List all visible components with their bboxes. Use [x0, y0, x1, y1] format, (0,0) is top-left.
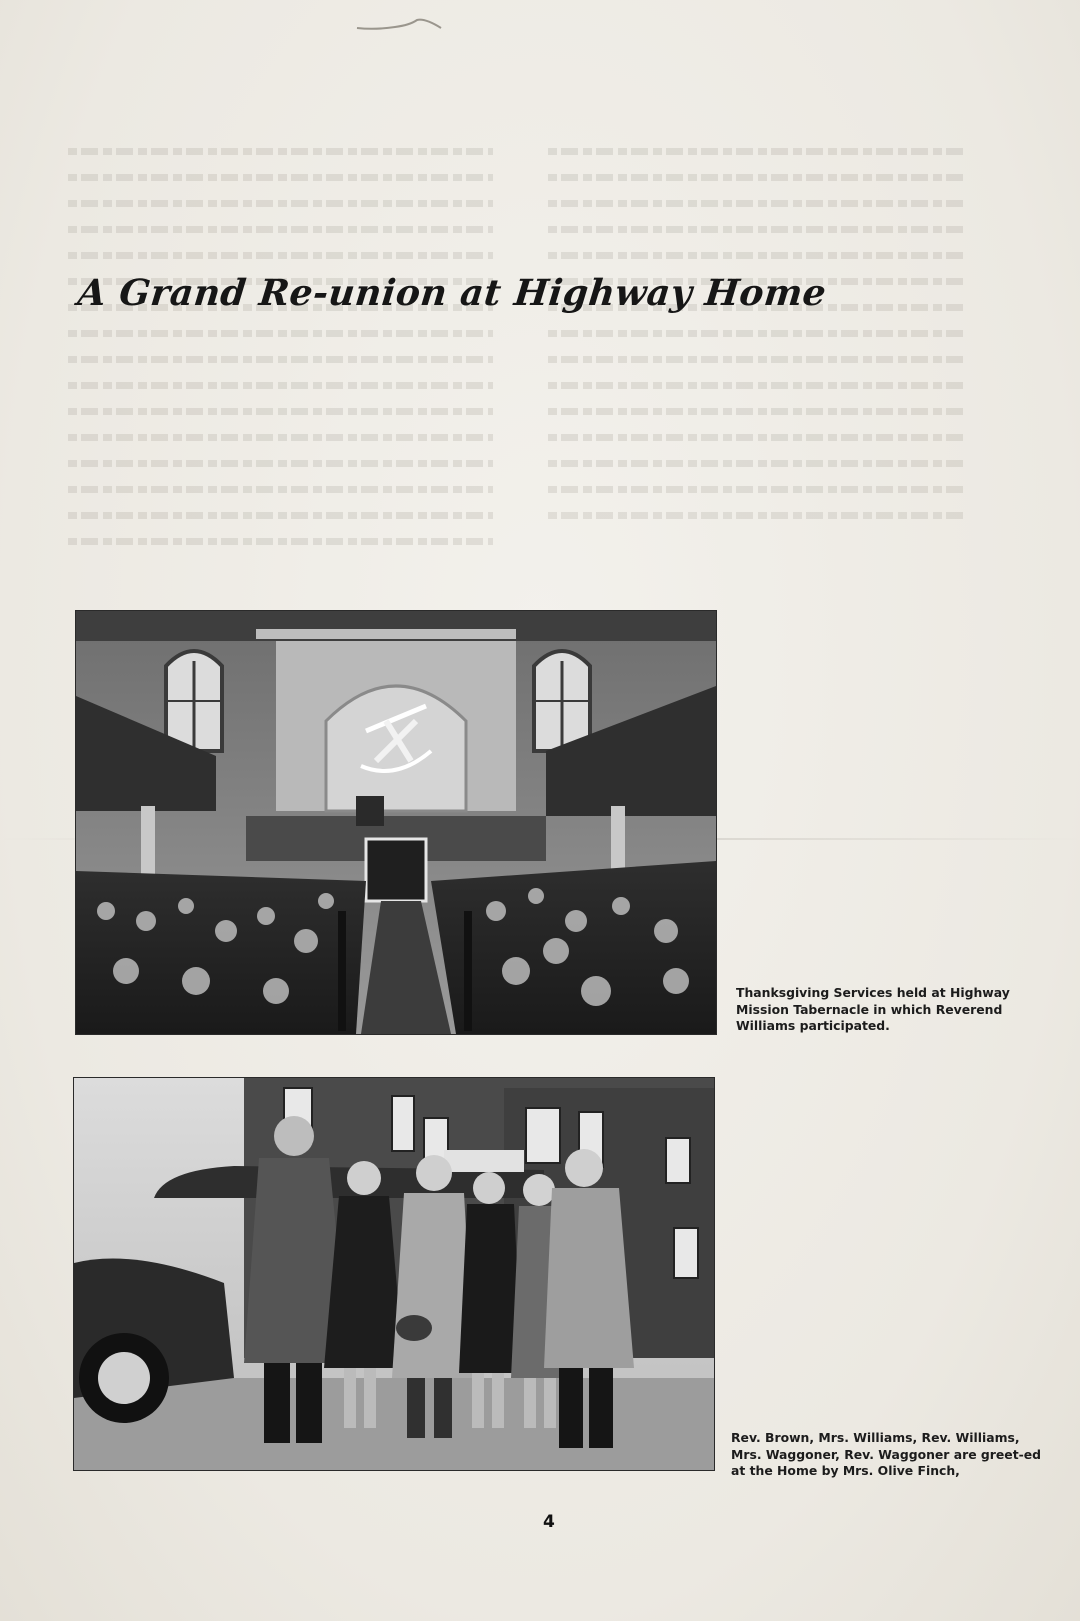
- show-through-left-column: [68, 148, 493, 564]
- figure-caption: Thanksgiving Services held at Highway Mission Tabernacle in which Reverend Williams participated.: [736, 985, 1010, 1033]
- page-number: 4: [543, 1512, 555, 1532]
- article-title: A Grand Re-union at Highway Home: [75, 272, 829, 314]
- staple-mark: [355, 16, 445, 32]
- tabernacle-service-photo: [75, 610, 717, 1035]
- show-through-right-column: [548, 148, 968, 538]
- group-at-home-photo: [73, 1077, 715, 1471]
- figure-caption: Rev. Brown, Mrs. Williams, Rev. Williams, Mrs. Waggoner, Rev. Waggoner are greet-ed at the Home by Mrs. Olive Finch,: [731, 1430, 1042, 1478]
